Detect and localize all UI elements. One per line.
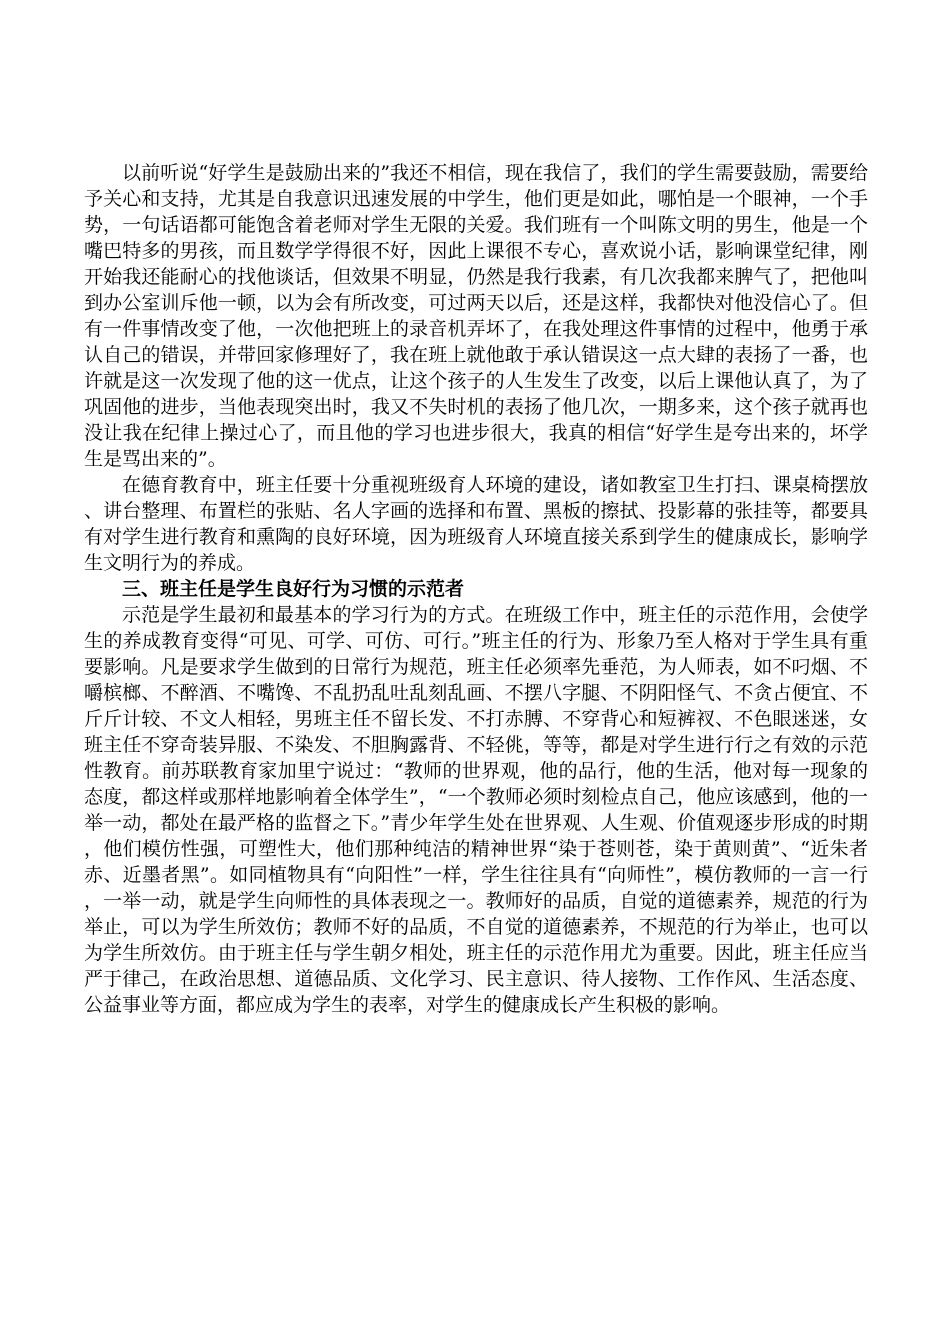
section-heading: 三、班主任是学生良好行为习惯的示范者 <box>122 578 465 600</box>
document-page <box>84 160 868 1018</box>
paragraph-praise-story: 以前听说“好学生是鼓励出来的”我还不相信，现在我信了，我们的学生需要鼓励，需要给予关心和支持，尤其是自我意识迅速发展的中学生，他们更是如此，哪怕是一个眼神，一个手势，一句话语都可能饱含着老师对学生无限的关爱。我们班有一个叫陈文明的男生，他是一个嘴巴特多的男孩，而且数学学得很不好，因此上课很不专心，喜欢说小话，影响课堂纪律，刚开始我还能耐心的找他谈话，但效果不明显，仍然是我行我素，有几次我都来脾气了，把他叫到办公室训斥他一顿，以为会有所改变，可过两天以后，还是这样，我都快对他没信心了。但有一件事情改变了他，一次他把班上的录音机弄坏了，在我处理这件事情的过程中，他勇于承认自己的错误，并带回家修理好了，我在班上就他敢于承认错误这一点大肆的表扬了一番，也许就是这一次发现了他的这一优点，让这个孩子的人生发生了改变，以后上课他认真了，为了巩固他的进步，当他表现突出时，我又不失时机的表扬了他几次，一期多来，这个孩子就再也没让我在纪律上操过心了，而且他的学习也进步很大，我真的相信“好学生是夸出来的，坏学生是骂出来的”。 <box>84 162 868 470</box>
paragraph-role-model: 示范是学生最初和最基本的学习行为的方式。在班级工作中，班主任的示范作用，会使学生的养成教育变得“可见、可学、可仿、可行。”班主任的行为、形象乃至人格对于学生具有重要影响。凡是要求学生做到的日常行为规范，班主任必须率先垂范，为人师表，如不叼烟、不嚼槟榔、不醉酒、不嘴馋、不乱扔乱吐乱刻乱画、不摆八字腿、不阴阳怪气、不贪占便宜、不斤斤计较、不文人相轻，男班主任不留长发、不打赤膊、不穿背心和短裤衩、不色眼迷迷，女班主任不穿奇装异服、不染发、不胆胸露背、不轻佻，等等，都是对学生进行行之有效的示范性教育。前苏联教育家加里宁说过：“教师的世界观，他的品行，他的生活，他对每一现象的态度，都这样或那样地影响着全体学生”，“一个教师必须时刻检点自己，他应该感到，他的一举一动，都处在最严格的监督之下。”青少年学生处在世界观、人生观、价值观逐步形成的时期，他们模仿性强，可塑性大，他们那种纯洁的精神世界“染于苍则苍，染于黄则黄”、“近朱者赤、近墨者黑”。如同植物具有“向阳性”一样，学生往往具有“向师性”，模仿教师的一言一行，一举一动，就是学生向师性的具体表现之一。教师好的品质，自觉的道德素养，规范的行为举止，可以为学生所效仿；教师不好的品质，不自觉的道德素养，不规范的行为举止，也可以为学生所效仿。由于班主任与学生朝夕相处，班主任的示范作用尤为重要。因此，班主任应当严于律己，在政治思想、道德品质、文化学习、民主意识、待人接物、工作作风、生活态度、公益事业等方面，都应成为学生的表率，对学生的健康成长产生积极的影响。 <box>84 604 868 1016</box>
paragraph-class-environment: 在德育教育中，班主任要十分重视班级育人环境的建设，诸如教室卫生打扫、课桌椅摆放、讲台整理、布置栏的张贴、名人字画的选择和布置、黑板的擦拭、投影幕的张挂等，都要具有对学生进行教育和熏陶的良好环境，因为班级育人环境直接关系到学生的健康成长，影响学生文明行为的养成。 <box>84 474 868 574</box>
